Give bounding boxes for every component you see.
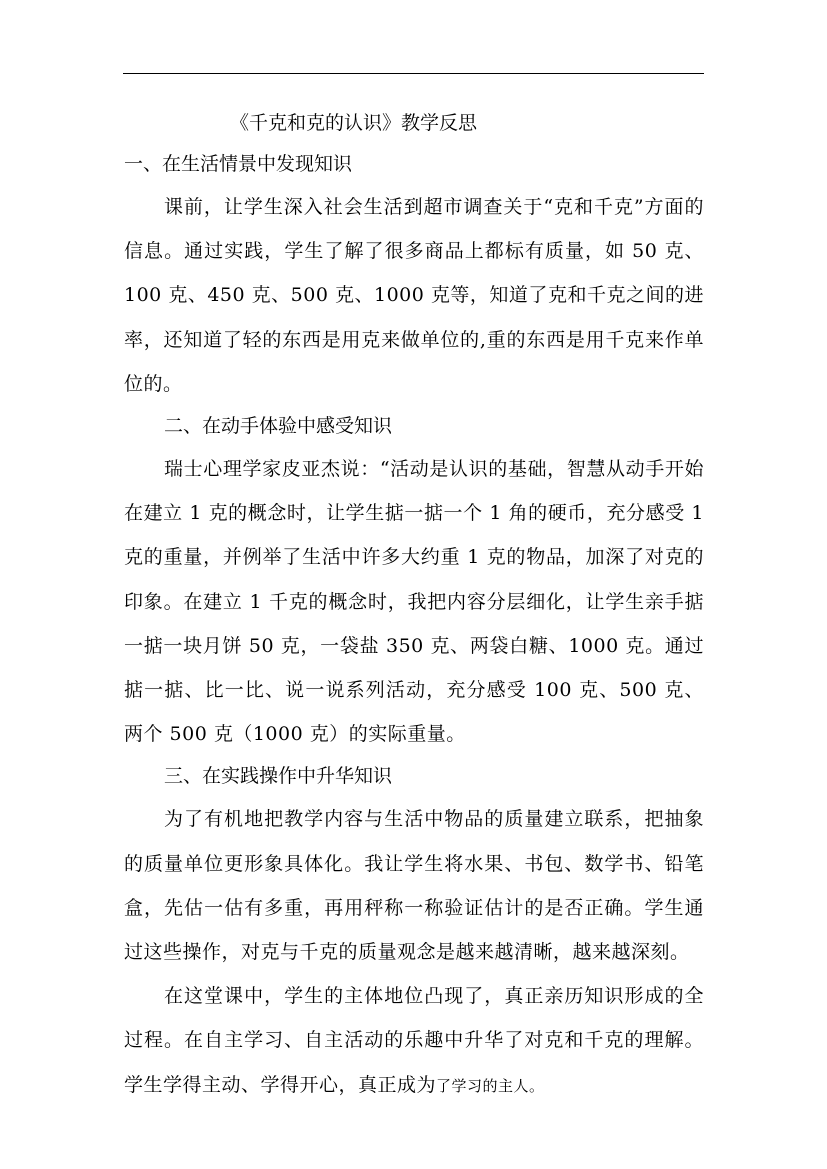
section-paragraph-3: 为了有机地把教学内容与生活中物品的质量建立联系，把抽象的质量单位更形象具体化。我让学生将水果、书包、数学书、铅笔盒，先估一估有多重，再用秤称一称验证估计的是否正确。学生通过这些操作，对克与千克的质量观念是越来越清晰，越来越深刻。 [124, 808, 704, 964]
section-paragraph-1: 课前，让学生深入社会生活到超市调查关于“克和千克”方面的信息。通过实践，学生了解了很多商品上都标有质量，如 50 克、100 克、450 克、500 克、1000 克等，知道了克和千克之间的进率，还知道了轻的东西是用克来做单位的,重的东西是用千克来作单位的。 [124, 196, 704, 395]
section-paragraph-2: 瑞士心理学家皮亚杰说：“活动是认识的基础，智慧从动手开始在建立 1 克的概念时，让学生掂一掂一个 1 角的硬币，充分感受 1 克的重量，并例举了生活中许多大约重 1 克的物品，加深了对克的印象。在建立 1 千克的概念时，我把内容分层细化，让学生亲手掂一掂一块月饼 50 克，一袋盐 350 克、两袋白糖、1000 克。通过掂一掂、比一比、说一说系列活动，充分感受 100 克、500 克、两个 500 克（1000 克）的实际重量。 [124, 458, 704, 746]
section-heading-3: 三、在实践操作中升华知识 [164, 765, 393, 788]
conclusion-tail: 了学习的主人。 [436, 1076, 545, 1095]
document-title: 《千克和克的认识》教学反思 [230, 112, 478, 134]
header-rule [123, 73, 704, 74]
section-heading-1: 一、在生活情景中发现知识 [124, 153, 353, 175]
document-body [124, 103, 704, 1108]
conclusion-text: 在这堂课中，学生的主体地位凸现了，真正亲历知识形成的全过程。在自主学习、自主活动的乐趣中升华了对克和千克的理解。学生学得主动、学得开心，真正成为 [124, 985, 704, 1096]
conclusion-paragraph [124, 974, 704, 1108]
section-heading-2: 二、在动手体验中感受知识 [164, 415, 393, 438]
